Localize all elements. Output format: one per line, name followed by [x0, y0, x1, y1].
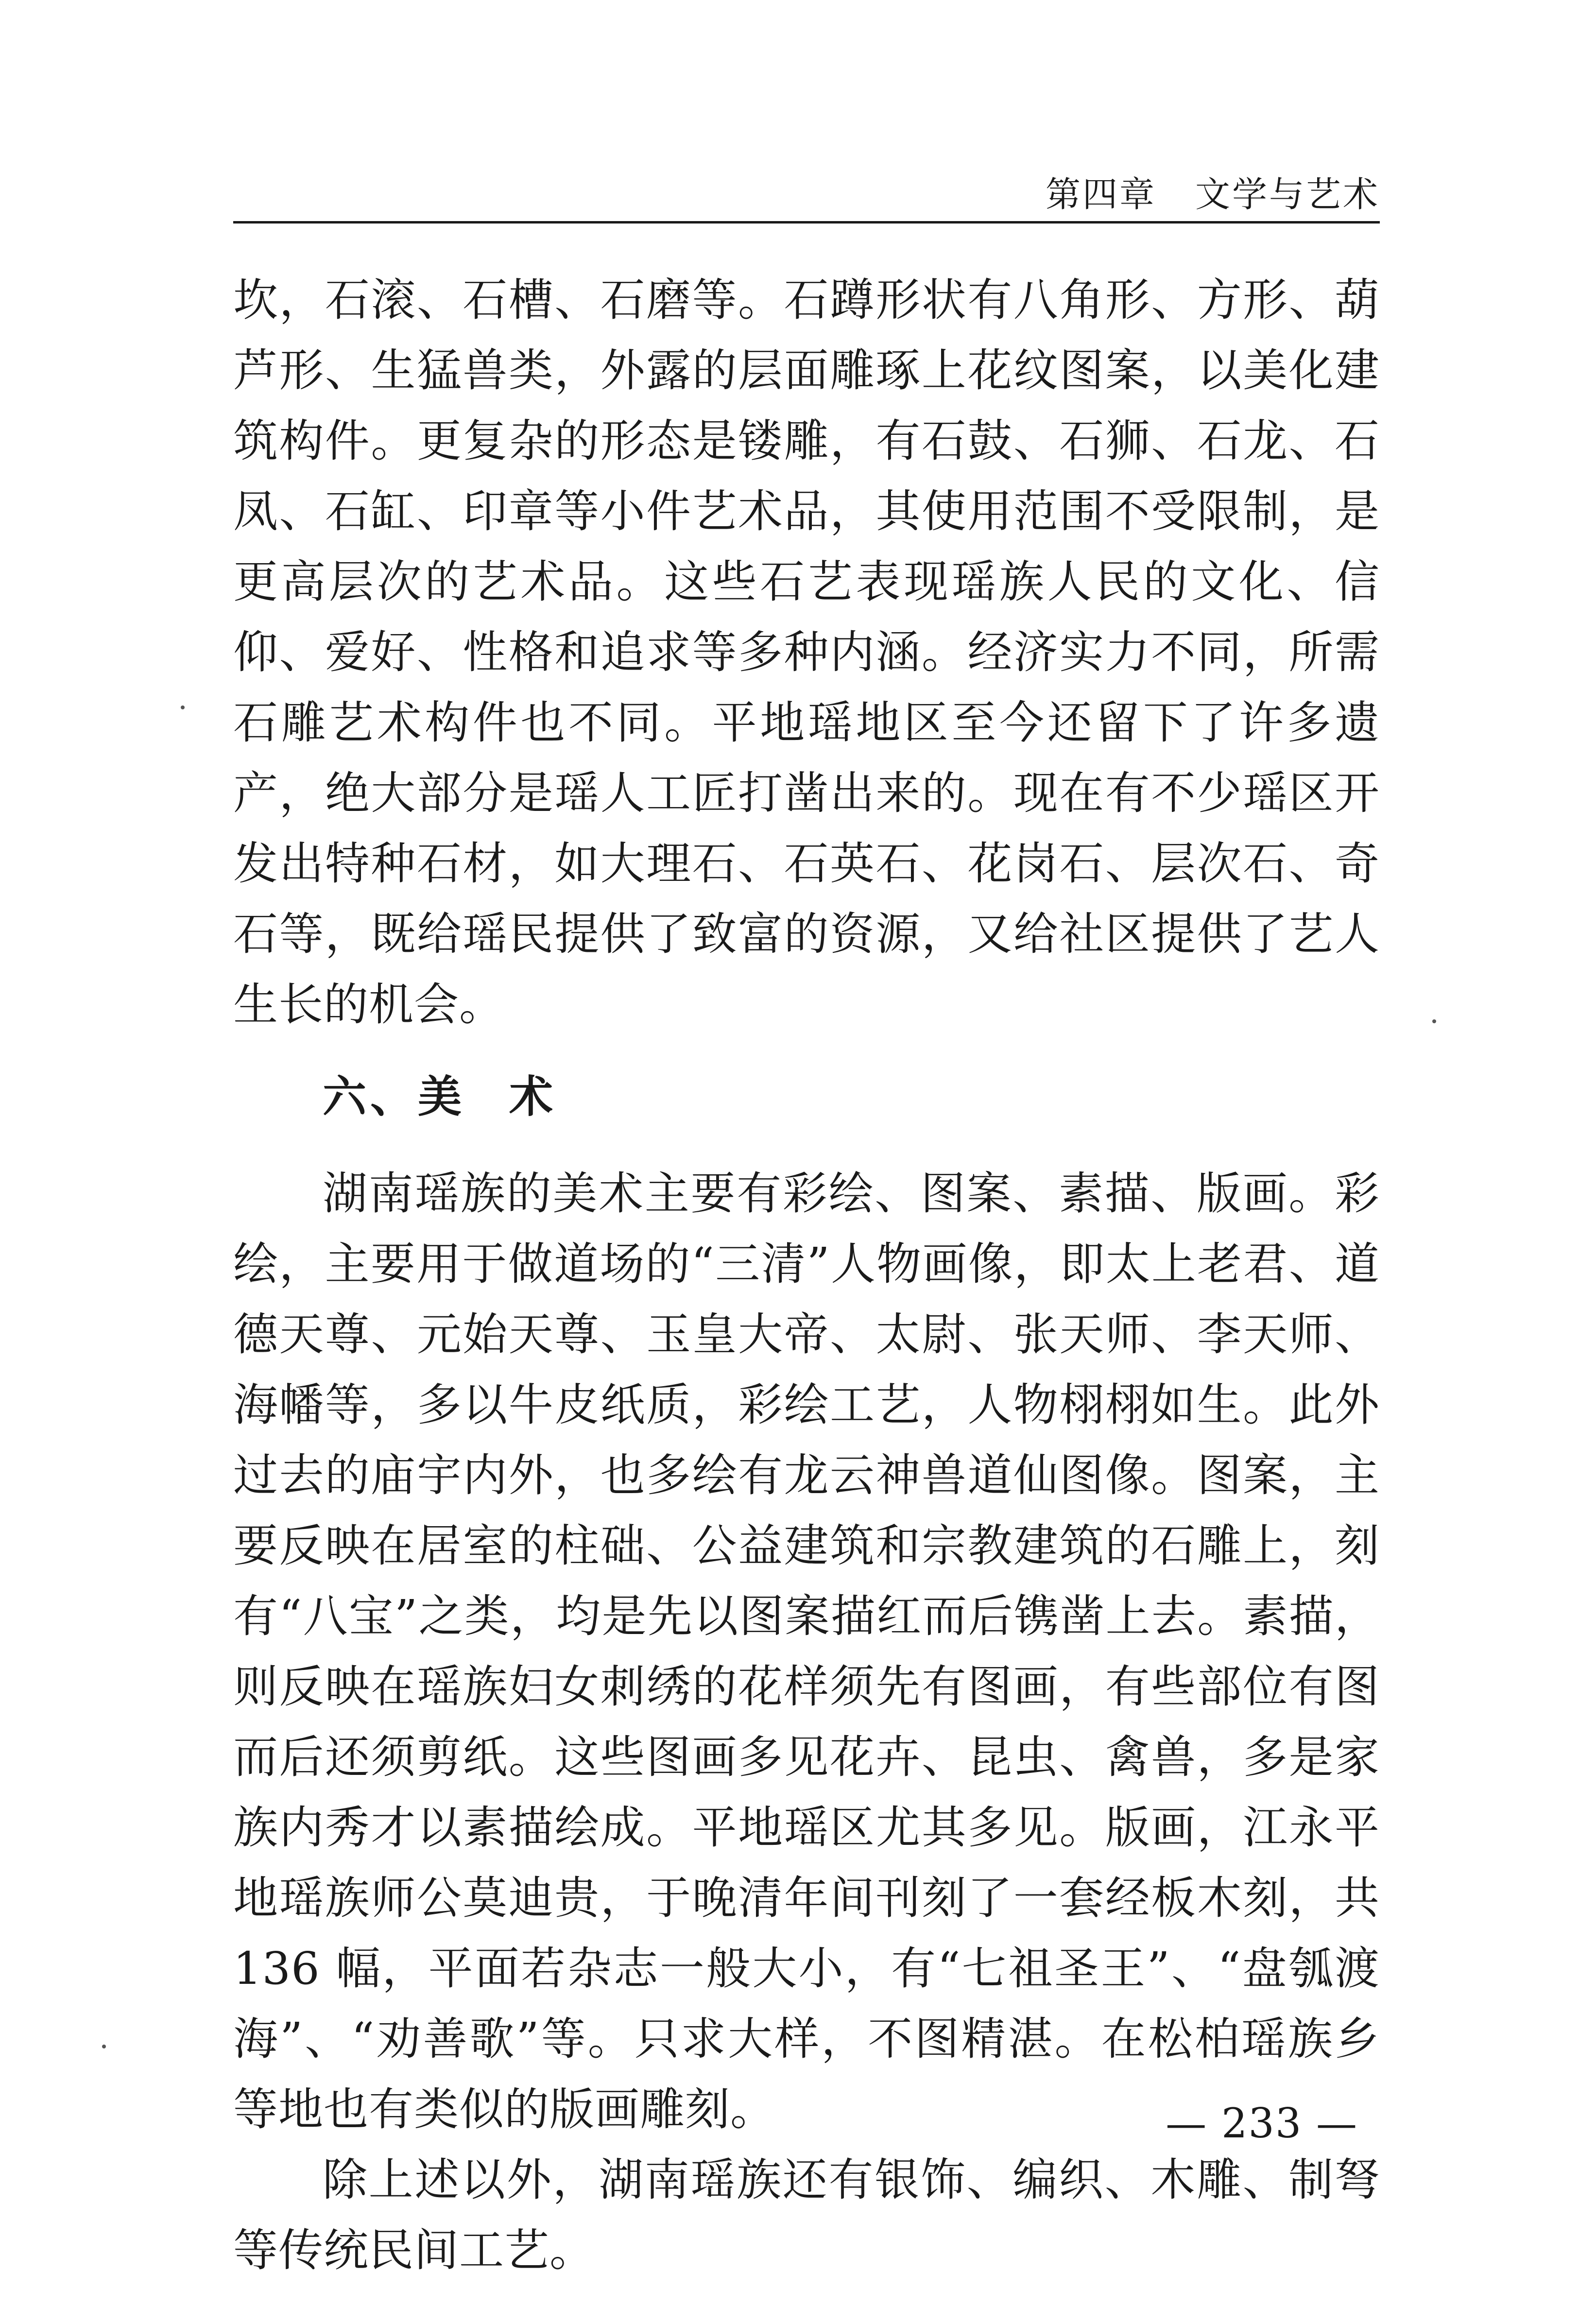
section-heading-number: 六、美 [323, 1071, 465, 1122]
paragraph-crafts: 除上述以外，湖南瑶族还有银饰、编织、木雕、制弩等传统民间工艺。 [233, 2154, 1380, 2276]
chapter-title: 文学与艺术 [1195, 174, 1380, 215]
running-header [233, 165, 1380, 224]
chapter-number: 第四章 [1045, 174, 1156, 215]
paragraph-art: 湖南瑶族的美术主要有彩绘、图案、素描、版画。彩绘，主要用于做道场的“三清”人物画像，即太上老君、道德天尊、元始天尊、玉皇大帝、太尉、张天师、李天师、海幡等，多以牛皮纸质，彩绘工艺，人物栩栩如生。此外过去的庙宇内外，也多绘有龙云神兽道仙图像。图案，主要反映在居室的柱础、公益建筑和宗教建筑的石雕上，刻有“八宝”之类，均是先以图案描红而后镌凿上去。素描，则反映在瑶族妇女刺绣的花样须先有图画，有些部位有图而后还须剪纸。这些图画多见花卉、昆虫、禽兽，多是家族内秀才以素描绘成。平地瑶区尤其多见。版画，江永平地瑶族师公莫迪贵，于晚清年间刊刻了一套经板木刻，共136 幅，平面若杂志一般大小，有“七祖圣王”、“盘瓠渡海”、“劝善歌”等。只求大样，不图精湛。在松柏瑶族乡等地也有类似的版画雕刻。 [233, 1168, 1380, 2135]
paragraph-continued: 坎，石滚、石槽、石磨等。石蹲形状有八角形、方形、葫芦形、生猛兽类，外露的层面雕琢上花纹图案，以美化建筑构件。更复杂的形态是镂雕，有石鼓、石狮、石龙、石凤、石缸、印章等小件艺术品，其使用范围不受限制，是更高层次的艺术品。这些石艺表现瑶族人民的文化、信仰、爱好、性格和追求等多种内涵。经济实力不同，所需石雕艺术构件也不同。平地瑶地区至今还留下了许多遗产，绝大部分是瑶人工匠打凿出来的。现在有不少瑶区开发出特种石材，如大理石、石英石、花岗石、层次石、奇石等，既给瑶民提供了致富的资源，又给社区提供了艺人生长的机会。 [233, 274, 1380, 1031]
scan-speck [181, 705, 185, 709]
section-heading-word: 术 [509, 1071, 557, 1122]
scan-speck [102, 2045, 106, 2048]
scan-speck [1432, 1019, 1436, 1023]
page-number: — 233 — [1166, 2099, 1358, 2147]
body-text [233, 265, 1380, 2286]
section-heading [233, 1065, 1380, 1128]
